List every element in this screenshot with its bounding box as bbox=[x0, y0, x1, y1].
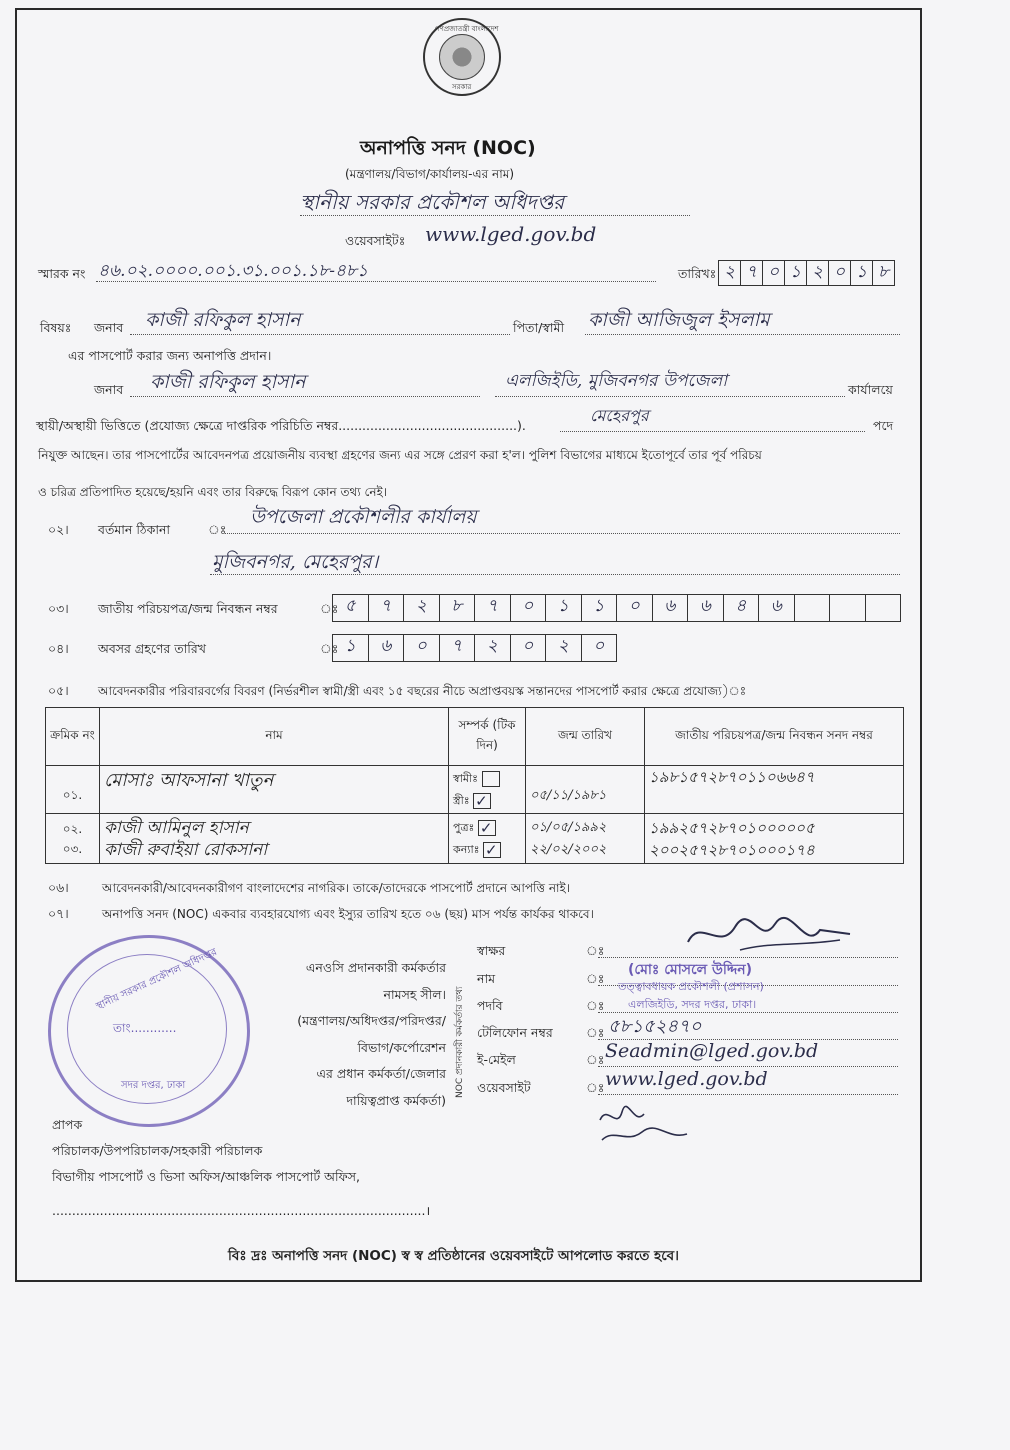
header-nid: জাতীয় পরিচয়পত্র/জন্ম নিবন্ধন সনদ নম্বর bbox=[645, 708, 904, 766]
subject-label: বিষয়ঃ bbox=[40, 320, 72, 335]
son-checkbox[interactable] bbox=[478, 820, 496, 836]
digit-box: ২ bbox=[545, 634, 582, 662]
office-suffix: কার্যালয়ে bbox=[848, 382, 893, 397]
item-03-number: ০৩। bbox=[48, 601, 69, 616]
digit-box: ১ bbox=[545, 594, 582, 622]
issuer-vertical-label: NOC প্রদানকারী কর্মকর্তার তথ্য bbox=[455, 986, 465, 1098]
body-paragraph-line3: ও চরিত্র প্রতিপাদিত হয়েছে/হয়নি এবং তার বিরুদ্ধে বিরূপ কোন তথ্য নেই। bbox=[38, 485, 388, 499]
digit-box: ৮ bbox=[439, 594, 476, 622]
digit-box: ০ bbox=[581, 634, 618, 662]
item-02-number: ০২। bbox=[48, 522, 69, 537]
signature-label: স্বাক্ষর bbox=[477, 943, 506, 958]
document-page: গণপ্রজাতন্ত্রী বাংলাদেশ সরকার অনাপত্তি সনদ (NOC) (মন্ত্রণালয়/বিভাগ/কার্যালয়-এর নাম) স্থানীয় সরকার প্রকৌশল অধিদপ্তর ওয়েবসাইটঃ www.lged.gov.bd স্মারক নং ৪৬.০২.০০০০.০০১.৩১.০০১.১৮-৪৮১ তারিখঃ ২ ৭ ০ ১ ২ ০ ১ ৮ বিষয়ঃ জনাব কাজী রফিকুল হাসান পিতা/স্বামী কাজী আজিজুল ইসলাম এর পাসপোর্ট করার জন্য অনাপত্তি প্রদান। জনাব কাজী রফিকুল হাসান এলজিইডি, মুজিবনগর উপজেলা কার্যালয়ে মেহেরপুর স্থায়ী/অস্থায়ী ভিত্তিতে (প্রযোজ্য ক্ষেত্রে দাপ্তরিক পরিচিতি নম্বর.............................................). পদে নিযুক্ত আছেন। তার পাসপোর্টের আবেদনপত্র প্রয়োজনীয় ব্যবস্থা গ্রহণের জন্য এর সঙ্গে প্রেরণ করা হ'ল। পুলিশ বিভাগের মাধ্যমে ইতোপূর্বে তার পূর্ব পরিচয় ও চরিত্র প্রতিপাদিত হয়েছে/হয়নি এবং তার বিরুদ্ধে বিরূপ কোন তথ্য নেই। ০২। বর্তমান ঠিকানা ঃ উপজেলা প্রকৌশলীর কার্যালয় মুজিবনগর, মেহেরপুর। ০৩। জাতীয় পরিচয়পত্র/জন্ম নিবন্ধন নম্বর ঃ ৫ ৭ ২ ৮ ৭ ০ ১ ১ ০ ৬ ৬ ৪ ৬ ০৪। অবসর গ্রহণের তারিখ ঃ ১ ৬ ০ ৭ ২ ০ ২ ০ ০৫। আবেদনকারীর পরিবারবর্গের বিবরণ (নির্ভরশীল স্বামী/স্ত্রী এবং ১৫ বছরের নীচে অপ্রাপ্তবয়স্ক সন্তানদের পাসপোর্ট করার ক্ষেত্রে প্রযোজ্য)ঃ ক্রমিক নং নাম সম্পর্ক (টিক দিন) জন্ম তারিখ জাতীয় পরিচয়পত্র/জন্ম নিবন্ধন সনদ নম্বর ০১. মোসাঃ আফসানা খাতুন স্বামীঃ স্ত্রীঃ ✓ ০৫/১১/১৯৮১ ১৯৮১৫৭২৮৭০১১০৬৬৪৭ ০২. ০৩. কাজী আমিনুল হাসান কাজী রুবাইয়া রোকসানা পুত্রঃ ✓ কন্যাঃ ✓ ০১/০৫/১৯৯২ ২২/০২/২০০২ ১৯৯২৫৭২৮৭০১০০০০০৫ ২০০২৫৭২৮৭০১০০০১৭৪ ০৬। আবেদনকারী/আবেদনকারীগণ বাংলাদেশের নাগরিক। তাকে/তাদেরকে পাসপোর্ট প্রদানে আপত্তি নাই। ০৭। অনাপত্তি সনদ (NOC) একবার ব্যবহারযোগ্য এবং ইস্যুর তারিখ হতে ০৬ (ছয়) মাস পর্যন্ত কার্যকর থাকবে। স্থানীয় সরকার প্রকৌশল অধিদপ্তর তাং............ সদর দপ্তর, ঢাকা এনওসি প্রদানকারী কর্মকর্তার নামসহ সীল। (মন্ত্রণালয়/অধিদপ্তর/পরিদপ্তর/ বিভাগ/কর্পোরেশন এর প্রধান কর্মকর্তা/জেলার দায়িত্বপ্রাপ্ত কর্মকর্তা) NOC প্রদানকারী কর্মকর্তার তথ্য স্বাক্ষর নাম পদবি টেলিফোন নম্বর ই-মেইল ওয়েবসাইট ঃ ঃ ঃ ঃ ঃ ঃ (মোঃ মোসলে উদ্দিন) তত্ত্বাবধায়ক প্রকৌশলী (প্রশাসন) এলজিইডি, সদর দপ্তর, ঢাকা। ৫৮১৫২৪৭০ Seadmin@lged.gov.bd www.lged.gov.bd প্রাপক পরিচালক/উপপরিচালক/সহকারী পরিচালক বিভাগীয় পাসপোর্ট ও ভিসা অফিস/আঞ্চলিক পাসপোর্ট অফিস, ..............................................................................................। বিঃ দ্রঃ অনাপত্তি সনদ (NOC) স্ব স্ব প্রতিষ্ঠানের ওয়েবসাইটে আপলোড করতে হবে। bbox=[0, 0, 1010, 1450]
digit-box: ১ bbox=[581, 594, 618, 622]
digit-box: ০ bbox=[616, 594, 653, 622]
recipient-line3: ..............................................................................................। bbox=[52, 1203, 431, 1218]
stamp-designation: তত্ত্বাবধায়ক প্রকৌশলী (প্রশাসন) bbox=[618, 980, 764, 993]
digit-box: ৭ bbox=[474, 594, 511, 622]
nid-label: জাতীয় পরিচয়পত্র/জন্ম নিবন্ধন নম্বর bbox=[98, 601, 278, 616]
table-row: ০১. মোসাঃ আফসানা খাতুন স্বামীঃ স্ত্রীঃ ✓ ০৫/১১/১৯৮১ ১৯৮১৫৭২৮৭০১১০৬৬৪৭ bbox=[46, 766, 904, 814]
address-colon: ঃ bbox=[208, 522, 227, 537]
digit-box: ২ bbox=[474, 634, 511, 662]
government-emblem-icon bbox=[423, 18, 501, 96]
date-label: তারিখঃ bbox=[678, 266, 717, 281]
digit-box: ০ bbox=[828, 260, 851, 286]
item-05-number: ০৫। bbox=[48, 683, 69, 698]
item-04-number: ০৪। bbox=[48, 641, 69, 656]
email-label: ই-মেইল bbox=[477, 1052, 516, 1067]
phone-value: ৫৮১৫২৪৭০ bbox=[608, 1016, 702, 1037]
website-field-value: www.lged.gov.bd bbox=[605, 1068, 768, 1090]
recipient-line2: বিভাগীয় পাসপোর্ট ও ভিসা অফিস/আঞ্চলিক পাসপোর্ট অফিস, bbox=[52, 1169, 360, 1184]
phone-label: টেলিফোন নম্বর bbox=[477, 1025, 553, 1040]
digit-box: ৬ bbox=[368, 634, 405, 662]
body-office: এলজিইডি, মুজিবনগর উপজেলা bbox=[505, 371, 728, 391]
emblem-text-bottom: সরকার bbox=[452, 83, 472, 91]
family-details-label: আবেদনকারীর পরিবারবর্গের বিবরণ (নির্ভরশীল স্বামী/স্ত্রী এবং ১৫ বছরের নীচে অপ্রাপ্তবয়স্ক সন্তানদের পাসপোর্ট করার ক্ষেত্রে প্রযোজ্য)ঃ bbox=[98, 684, 747, 698]
father-name: কাজী আজিজুল ইসলাম bbox=[588, 309, 770, 331]
designation-label: পদবি bbox=[477, 998, 503, 1013]
address-label: বর্তমান ঠিকানা bbox=[98, 522, 171, 537]
digit-box: ০ bbox=[403, 634, 440, 662]
digit-box bbox=[794, 594, 831, 622]
digit-box: ৬ bbox=[652, 594, 689, 622]
digit-box: ১ bbox=[784, 260, 807, 286]
applicant-name: কাজী রফিকুল হাসান bbox=[145, 309, 301, 331]
footer-note: বিঃ দ্রঃ অনাপত্তি সনদ (NOC) স্ব স্ব প্রতিষ্ঠানের ওয়েবসাইটে আপলোড করতে হবে। bbox=[228, 1248, 679, 1264]
digit-box: ০ bbox=[510, 594, 547, 622]
husband-checkbox[interactable] bbox=[482, 771, 500, 787]
office-seal-stamp: স্থানীয় সরকার প্রকৌশল অধিদপ্তর তাং............ সদর দপ্তর, ঢাকা bbox=[48, 935, 250, 1127]
stamp-officer-name: (মোঃ মোসলে উদ্দিন) bbox=[628, 962, 752, 978]
website-label: ওয়েবসাইটঃ bbox=[345, 233, 406, 248]
header-relation: সম্পর্ক (টিক দিন) bbox=[449, 708, 526, 766]
validity-declaration: অনাপত্তি সনদ (NOC) একবার ব্যবহারযোগ্য এবং ইস্যুর তারিখ হতে ০৬ (ছয়) মাস পর্যন্ত কার্যকর থাকবে। bbox=[102, 907, 594, 921]
father-label: পিতা/স্বামী bbox=[513, 320, 565, 335]
body-paragraph-line2: নিযুক্ত আছেন। তার পাসপোর্টের আবেদনপত্র প্রয়োজনীয় ব্যবস্থা গ্রহণের জন্য এর সঙ্গে প্রেরণ করা হ'ল। পুলিশ বিভাগের মাধ্যমে ইতোপূর্বে তার পূর্ব পরিচয় bbox=[38, 448, 762, 462]
officer-signature bbox=[680, 912, 860, 960]
post-suffix: পদে bbox=[873, 418, 894, 433]
digit-box bbox=[865, 594, 902, 622]
item-07-number: ০৭। bbox=[48, 906, 69, 921]
subject-mr-label: জনাব bbox=[94, 320, 124, 335]
email-value: Seadmin@lged.gov.bd bbox=[605, 1040, 819, 1062]
stamp-office: এলজিইডি, সদর দপ্তর, ঢাকা। bbox=[628, 998, 757, 1011]
digit-box: ৬ bbox=[687, 594, 724, 622]
name-label: নাম bbox=[477, 971, 496, 986]
wife-checkbox[interactable] bbox=[473, 793, 491, 809]
digit-box: ৭ bbox=[740, 260, 763, 286]
citizenship-declaration: আবেদনকারী/আবেদনকারীগণ বাংলাদেশের নাগরিক। তাকে/তাদেরকে পাসপোর্ট প্রদানে আপত্তি নাই। bbox=[102, 881, 571, 895]
body-district: মেহেরপুর bbox=[590, 406, 649, 425]
body-applicant-name: কাজী রফিকুল হাসান bbox=[150, 371, 306, 393]
digit-box: ৮ bbox=[872, 260, 895, 286]
item-06-number: ০৬। bbox=[48, 880, 69, 895]
digit-box: ১ bbox=[850, 260, 873, 286]
memo-number: ৪৬.০২.০০০০.০০১.৩১.০০১.১৮-৪৮১ bbox=[98, 261, 369, 281]
header-serial: ক্রমিক নং bbox=[46, 708, 100, 766]
digit-box: ৫ bbox=[332, 594, 369, 622]
digit-box: ২ bbox=[403, 594, 440, 622]
digit-box: ৬ bbox=[758, 594, 795, 622]
digit-box: ২ bbox=[806, 260, 829, 286]
daughter-checkbox[interactable] bbox=[483, 842, 501, 858]
memo-label: স্মারক নং bbox=[38, 266, 86, 281]
digit-box: ০ bbox=[762, 260, 785, 286]
header-name: নাম bbox=[100, 708, 449, 766]
address-line2: মুজিবনগর, মেহেরপুর। bbox=[212, 551, 379, 573]
recipient-line1: পরিচালক/উপপরিচালক/সহকারী পরিচালক bbox=[52, 1143, 263, 1158]
digit-box: ৪ bbox=[723, 594, 760, 622]
website-value: www.lged.gov.bd bbox=[425, 222, 597, 246]
retirement-date-label: অবসর গ্রহণের তারিখ bbox=[98, 641, 206, 656]
document-title: অনাপত্তি সনদ (NOC) bbox=[360, 137, 536, 159]
digit-box: ১ bbox=[332, 634, 369, 662]
table-row: ০২. ০৩. কাজী আমিনুল হাসান কাজী রুবাইয়া রোকসানা পুত্রঃ ✓ কন্যাঃ ✓ ০১/০৫/১৯৯২ ২২/০২/২০০২ ১৯৯২৫৭২৮৭০১০০০০০৫ ২০০২৫৭২৮৭০১০০০১৭৪ bbox=[46, 814, 904, 864]
website-field-label: ওয়েবসাইট bbox=[477, 1080, 531, 1095]
digit-box: ২ bbox=[718, 260, 741, 286]
recipient-label: প্রাপক bbox=[52, 1117, 83, 1132]
digit-box: ৭ bbox=[439, 634, 476, 662]
document-subtitle: (মন্ত্রণালয়/বিভাগ/কার্যালয়-এর নাম) bbox=[345, 167, 515, 181]
office-name: স্থানীয় সরকার প্রকৌশল অধিদপ্তর bbox=[300, 190, 565, 214]
issuer-description: এনওসি প্রদানকারী কর্মকর্তার নামসহ সীল। (মন্ত্রণালয়/অধিদপ্তর/পরিদপ্তর/ বিভাগ/কর্পোরেশন এর প্রধান কর্মকর্তা/জেলার দায়িত্বপ্রাপ্ত কর্মকর্তা) bbox=[297, 960, 446, 1108]
digit-box bbox=[829, 594, 866, 622]
digit-box: ৭ bbox=[368, 594, 405, 622]
body-mr-label: জনাব bbox=[94, 382, 124, 397]
header-dob: জন্ম তারিখ bbox=[526, 708, 645, 766]
family-table bbox=[45, 707, 904, 864]
body-basis-text: স্থায়ী/অস্থায়ী ভিত্তিতে (প্রযোজ্য ক্ষেত্রে দাপ্তরিক পরিচিতি নম্বর.............................................). bbox=[36, 418, 526, 433]
address-line1: উপজেলা প্রকৌশলীর কার্যালয় bbox=[250, 506, 477, 528]
subject-purpose: এর পাসপোর্ট করার জন্য অনাপত্তি প্রদান। bbox=[68, 348, 272, 363]
digit-box: ০ bbox=[510, 634, 547, 662]
initial-signature bbox=[592, 1100, 702, 1150]
emblem-text-top: গণপ্রজাতন্ত্রী বাংলাদেশ bbox=[435, 25, 499, 33]
